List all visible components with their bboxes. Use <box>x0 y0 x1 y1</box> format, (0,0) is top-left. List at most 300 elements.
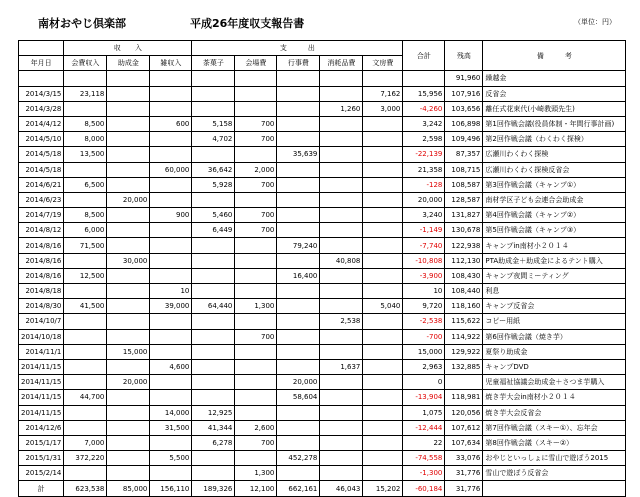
cell-stationery <box>363 192 403 207</box>
cell-date <box>19 71 64 86</box>
cell-event <box>277 162 320 177</box>
table-row <box>19 284 626 299</box>
cell-date: 2014/7/19 <box>19 208 64 223</box>
col-misc: 雑収入 <box>150 56 192 71</box>
table-row <box>19 223 626 238</box>
cell-event: 20,000 <box>277 375 320 390</box>
cell-total: 15,956 <box>403 86 445 101</box>
cell-event <box>277 208 320 223</box>
club-name: 南材おやじ倶楽部 <box>38 17 126 30</box>
table-row <box>19 435 626 450</box>
cell-misc <box>150 238 192 253</box>
cell-venue <box>235 314 277 329</box>
table-row <box>19 101 626 116</box>
cell-supplies <box>320 238 363 253</box>
cell-snacks: 5,158 <box>192 116 235 131</box>
cell-misc: 14,000 <box>150 405 192 420</box>
cell-event <box>277 116 320 131</box>
cell-misc <box>150 177 192 192</box>
cell-venue <box>235 359 277 374</box>
cell-event <box>277 435 320 450</box>
cell-note: おやじといっしょに雪山で遊ぼう2015 <box>483 451 626 466</box>
cell-grant <box>107 116 150 131</box>
cell-snacks: 6,449 <box>192 223 235 238</box>
cell-note: 雪山で遊ぼう反省会 <box>483 466 626 481</box>
cell-balance: 108,587 <box>445 177 483 192</box>
cell-total: 0 <box>403 375 445 390</box>
cell-total: -74,558 <box>403 451 445 466</box>
cell-venue: 700 <box>235 223 277 238</box>
table-row <box>19 329 626 344</box>
table-row <box>19 344 626 359</box>
cell-note: 離任式花束代(小崎教頭先生) <box>483 101 626 116</box>
cell-grant <box>107 420 150 435</box>
cell-fee <box>64 101 107 116</box>
cell-event <box>277 329 320 344</box>
cell-grant: 20,000 <box>107 192 150 207</box>
cell-misc: 600 <box>150 116 192 131</box>
cell-fee: 8,500 <box>64 116 107 131</box>
cell-balance: 103,656 <box>445 101 483 116</box>
cell-misc: 60,000 <box>150 162 192 177</box>
cell-fee <box>64 192 107 207</box>
cell-event <box>277 405 320 420</box>
cell-misc <box>150 132 192 147</box>
cell-grant <box>107 86 150 101</box>
cell-supplies <box>320 162 363 177</box>
cell-fee: 623,538 <box>64 481 107 496</box>
cell-misc <box>150 192 192 207</box>
cell-misc <box>150 435 192 450</box>
cell-balance: 87,357 <box>445 147 483 162</box>
cell-supplies <box>320 71 363 86</box>
cell-stationery <box>363 208 403 223</box>
cell-grant <box>107 132 150 147</box>
cell-misc <box>150 86 192 101</box>
cell-grant <box>107 329 150 344</box>
cell-balance: 107,634 <box>445 435 483 450</box>
cell-venue: 700 <box>235 329 277 344</box>
cell-snacks: 5,928 <box>192 177 235 192</box>
cell-fee <box>64 359 107 374</box>
cell-misc <box>150 375 192 390</box>
cell-stationery: 5,040 <box>363 299 403 314</box>
cell-total: -7,740 <box>403 238 445 253</box>
cell-supplies <box>320 147 363 162</box>
cell-total: 3,240 <box>403 208 445 223</box>
cell-event <box>277 299 320 314</box>
cell-venue <box>235 238 277 253</box>
cell-snacks: 12,925 <box>192 405 235 420</box>
cell-misc: 31,500 <box>150 420 192 435</box>
cell-snacks <box>192 466 235 481</box>
cell-venue: 12,100 <box>235 481 277 496</box>
cell-snacks: 36,642 <box>192 162 235 177</box>
cell-stationery <box>363 147 403 162</box>
cell-fee: 71,500 <box>64 238 107 253</box>
cell-total: -22,139 <box>403 147 445 162</box>
cell-event: 35,639 <box>277 147 320 162</box>
cell-grant <box>107 405 150 420</box>
cell-total: -4,260 <box>403 101 445 116</box>
cell-date: 2014/3/28 <box>19 101 64 116</box>
cell-date: 2014/8/16 <box>19 268 64 283</box>
cell-date: 2014/6/23 <box>19 192 64 207</box>
table-row <box>19 405 626 420</box>
table-row <box>19 177 626 192</box>
cell-misc <box>150 147 192 162</box>
cell-date: 2014/8/18 <box>19 284 64 299</box>
cell-total: -3,900 <box>403 268 445 283</box>
cell-supplies <box>320 116 363 131</box>
cell-total: 9,720 <box>403 299 445 314</box>
cell-snacks <box>192 238 235 253</box>
cell-misc <box>150 466 192 481</box>
cell-event <box>277 71 320 86</box>
cell-supplies <box>320 208 363 223</box>
cell-fee <box>64 375 107 390</box>
cell-grant <box>107 390 150 405</box>
col-venue: 会場費 <box>235 56 277 71</box>
cell-fee: 8,000 <box>64 132 107 147</box>
cell-note: 第5回作戦会議（キャンプ③） <box>483 223 626 238</box>
cell-event <box>277 359 320 374</box>
cell-grant: 20,000 <box>107 375 150 390</box>
cell-grant <box>107 162 150 177</box>
cell-supplies: 2,538 <box>320 314 363 329</box>
cell-supplies <box>320 192 363 207</box>
cell-total: 10 <box>403 284 445 299</box>
cell-balance: 108,715 <box>445 162 483 177</box>
cell-total <box>403 71 445 86</box>
table-row <box>19 192 626 207</box>
cell-balance: 108,440 <box>445 284 483 299</box>
cell-fee: 12,500 <box>64 268 107 283</box>
cell-misc: 10 <box>150 284 192 299</box>
cell-grant <box>107 71 150 86</box>
cell-total: -128 <box>403 177 445 192</box>
cell-supplies <box>320 132 363 147</box>
cell-total: 21,358 <box>403 162 445 177</box>
cell-total: -60,184 <box>403 481 445 496</box>
cell-note: 南材学区子ども会連合会助成金 <box>483 192 626 207</box>
table-row <box>19 71 626 86</box>
cell-misc: 156,110 <box>150 481 192 496</box>
cell-date: 2014/5/18 <box>19 162 64 177</box>
report-title: 平成26年度収支報告書 <box>190 17 305 30</box>
cell-event <box>277 177 320 192</box>
cell-date: 2015/1/17 <box>19 435 64 450</box>
cell-date: 2014/8/16 <box>19 238 64 253</box>
cell-note: 第1回作戦会議(役員体制・年間行事計画) <box>483 116 626 131</box>
cell-balance: 107,916 <box>445 86 483 101</box>
cell-date: 2014/8/30 <box>19 299 64 314</box>
cell-fee <box>64 329 107 344</box>
cell-grant <box>107 435 150 450</box>
cell-note: キャンプin南材小２０１４ <box>483 238 626 253</box>
cell-venue: 700 <box>235 116 277 131</box>
cell-total: 1,075 <box>403 405 445 420</box>
cell-snacks <box>192 284 235 299</box>
cell-note <box>483 481 626 496</box>
cell-total: -1,149 <box>403 223 445 238</box>
cell-balance: 118,160 <box>445 299 483 314</box>
cell-supplies <box>320 86 363 101</box>
cell-misc: 5,500 <box>150 451 192 466</box>
cell-date: 2014/11/1 <box>19 344 64 359</box>
cell-venue: 700 <box>235 132 277 147</box>
cell-note: 広瀬川わくわく探検 <box>483 147 626 162</box>
cell-venue <box>235 71 277 86</box>
group-header-row <box>19 41 626 56</box>
group-income: 収 入 <box>64 41 192 56</box>
cell-stationery <box>363 344 403 359</box>
cell-grant <box>107 101 150 116</box>
cell-total: -2,538 <box>403 314 445 329</box>
cell-snacks: 5,460 <box>192 208 235 223</box>
cell-event: 662,161 <box>277 481 320 496</box>
cell-fee: 372,220 <box>64 451 107 466</box>
cell-snacks: 189,326 <box>192 481 235 496</box>
cell-supplies <box>320 268 363 283</box>
cell-date: 2014/8/16 <box>19 253 64 268</box>
cell-grant: 85,000 <box>107 481 150 496</box>
cell-fee <box>64 253 107 268</box>
cell-note: コピー用紙 <box>483 314 626 329</box>
cell-supplies: 46,043 <box>320 481 363 496</box>
table-row <box>19 314 626 329</box>
cell-balance: 31,776 <box>445 481 483 496</box>
cell-stationery <box>363 359 403 374</box>
cell-supplies <box>320 435 363 450</box>
cell-grant <box>107 299 150 314</box>
cell-date: 2014/11/15 <box>19 375 64 390</box>
cell-venue <box>235 86 277 101</box>
cell-note: 夏祭り助成金 <box>483 344 626 359</box>
cell-venue <box>235 101 277 116</box>
cell-snacks: 4,702 <box>192 132 235 147</box>
cell-event <box>277 86 320 101</box>
cell-venue: 700 <box>235 435 277 450</box>
cell-date: 2014/4/12 <box>19 116 64 131</box>
cell-total: -10,808 <box>403 253 445 268</box>
cell-note: 第4回作戦会議（キャンプ②） <box>483 208 626 223</box>
table-row <box>19 268 626 283</box>
cell-note: PTA助成金＋助成金によるテント購入 <box>483 253 626 268</box>
cell-date: 2015/2/14 <box>19 466 64 481</box>
cell-fee <box>64 162 107 177</box>
table-row <box>19 253 626 268</box>
cell-supplies <box>320 177 363 192</box>
cell-misc <box>150 223 192 238</box>
cell-supplies <box>320 284 363 299</box>
cell-grant <box>107 177 150 192</box>
cell-misc: 900 <box>150 208 192 223</box>
cell-balance: 31,776 <box>445 466 483 481</box>
cell-venue <box>235 390 277 405</box>
cell-stationery <box>363 314 403 329</box>
cell-stationery <box>363 420 403 435</box>
cell-note: 広瀬川わくわく探検反省会 <box>483 162 626 177</box>
cell-snacks <box>192 329 235 344</box>
cell-fee: 41,500 <box>64 299 107 314</box>
cell-fee: 7,000 <box>64 435 107 450</box>
cell-balance: 108,430 <box>445 268 483 283</box>
cell-event <box>277 253 320 268</box>
cell-snacks <box>192 192 235 207</box>
cell-snacks: 64,440 <box>192 299 235 314</box>
cell-total: 20,000 <box>403 192 445 207</box>
group-balance: 残高 <box>445 41 483 71</box>
cell-misc <box>150 253 192 268</box>
cell-misc: 39,000 <box>150 299 192 314</box>
cell-event <box>277 192 320 207</box>
cell-snacks <box>192 86 235 101</box>
group-total: 合計 <box>403 41 445 71</box>
cell-note: 反省会 <box>483 86 626 101</box>
cell-venue <box>235 375 277 390</box>
cell-stationery <box>363 390 403 405</box>
table-row <box>19 375 626 390</box>
cell-fee: 44,700 <box>64 390 107 405</box>
cell-note: キャンプ反省会 <box>483 299 626 314</box>
cell-note: 第3回作戦会議（キャンプ①） <box>483 177 626 192</box>
cell-balance: 131,827 <box>445 208 483 223</box>
cell-grant <box>107 359 150 374</box>
cell-note: 第7回作戦会議（スキー①）、忘年会 <box>483 420 626 435</box>
cell-grant <box>107 208 150 223</box>
group-expense: 支 出 <box>192 41 403 56</box>
cell-total: 2,598 <box>403 132 445 147</box>
cell-balance: 106,898 <box>445 116 483 131</box>
cell-fee <box>64 314 107 329</box>
cell-snacks <box>192 390 235 405</box>
cell-snacks <box>192 101 235 116</box>
cell-date: 2014/12/6 <box>19 420 64 435</box>
cell-stationery <box>363 435 403 450</box>
cell-total: 2,963 <box>403 359 445 374</box>
cell-grant <box>107 223 150 238</box>
cell-date: 2014/5/18 <box>19 147 64 162</box>
cell-balance: 91,960 <box>445 71 483 86</box>
cell-misc <box>150 101 192 116</box>
cell-supplies <box>320 344 363 359</box>
cell-balance: 130,678 <box>445 223 483 238</box>
cell-event <box>277 420 320 435</box>
cell-event: 58,604 <box>277 390 320 405</box>
cell-event <box>277 284 320 299</box>
cell-balance: 107,612 <box>445 420 483 435</box>
cell-fee <box>64 420 107 435</box>
cell-misc <box>150 71 192 86</box>
cell-date: 2014/5/10 <box>19 132 64 147</box>
table-row <box>19 132 626 147</box>
cell-balance: 122,938 <box>445 238 483 253</box>
cell-supplies <box>320 223 363 238</box>
cell-misc <box>150 268 192 283</box>
cell-snacks <box>192 71 235 86</box>
table-row <box>19 390 626 405</box>
cell-supplies <box>320 299 363 314</box>
table-row <box>19 116 626 131</box>
table-row <box>19 86 626 101</box>
cell-fee: 6,000 <box>64 223 107 238</box>
cell-event <box>277 344 320 359</box>
cell-stationery <box>363 405 403 420</box>
cell-fee <box>64 71 107 86</box>
cell-grant <box>107 284 150 299</box>
cell-stationery <box>363 238 403 253</box>
cell-stationery <box>363 116 403 131</box>
col-snacks: 茶菓子 <box>192 56 235 71</box>
col-supplies: 消耗品費 <box>320 56 363 71</box>
cell-balance: 128,587 <box>445 192 483 207</box>
cell-fee <box>64 466 107 481</box>
table-row <box>19 147 626 162</box>
cell-venue: 2,000 <box>235 162 277 177</box>
cell-note: 第8回作戦会議（スキー②） <box>483 435 626 450</box>
cell-venue: 700 <box>235 177 277 192</box>
cell-note: 焼き芋大会反省会 <box>483 405 626 420</box>
cell-fee <box>64 344 107 359</box>
cell-stationery <box>363 284 403 299</box>
cell-date: 2014/6/21 <box>19 177 64 192</box>
col-fee: 会費収入 <box>64 56 107 71</box>
cell-stationery <box>363 162 403 177</box>
cell-date: 計 <box>19 481 64 496</box>
cell-stationery <box>363 71 403 86</box>
cell-stationery <box>363 253 403 268</box>
cell-total: -1,300 <box>403 466 445 481</box>
cell-stationery: 15,202 <box>363 481 403 496</box>
cell-event: 452,278 <box>277 451 320 466</box>
cell-misc <box>150 314 192 329</box>
cell-date: 2015/1/31 <box>19 451 64 466</box>
cell-date: 2014/11/15 <box>19 390 64 405</box>
cell-note: 繰越金 <box>483 71 626 86</box>
cell-stationery <box>363 375 403 390</box>
cell-date: 2014/8/12 <box>19 223 64 238</box>
cell-stationery <box>363 268 403 283</box>
col-date: 年月日 <box>19 56 64 71</box>
group-date-blank <box>19 41 64 56</box>
cell-fee: 23,118 <box>64 86 107 101</box>
cell-stationery: 3,000 <box>363 101 403 116</box>
cell-date: 2014/10/7 <box>19 314 64 329</box>
col-grant: 助成金 <box>107 56 150 71</box>
cell-balance: 118,981 <box>445 390 483 405</box>
cell-venue <box>235 147 277 162</box>
cell-venue: 1,300 <box>235 299 277 314</box>
cell-snacks: 41,344 <box>192 420 235 435</box>
cell-total: 15,000 <box>403 344 445 359</box>
cell-fee: 6,500 <box>64 177 107 192</box>
group-remarks: 備 考 <box>483 41 626 71</box>
cell-fee: 13,500 <box>64 147 107 162</box>
cell-stationery <box>363 177 403 192</box>
cell-balance: 115,622 <box>445 314 483 329</box>
cell-snacks <box>192 314 235 329</box>
cell-supplies: 40,808 <box>320 253 363 268</box>
cell-misc: 4,600 <box>150 359 192 374</box>
cell-supplies <box>320 405 363 420</box>
cell-balance: 129,922 <box>445 344 483 359</box>
table-row <box>19 238 626 253</box>
cell-fee: 8,500 <box>64 208 107 223</box>
cell-event: 16,400 <box>277 268 320 283</box>
cell-grant: 15,000 <box>107 344 150 359</box>
cell-total: -12,444 <box>403 420 445 435</box>
